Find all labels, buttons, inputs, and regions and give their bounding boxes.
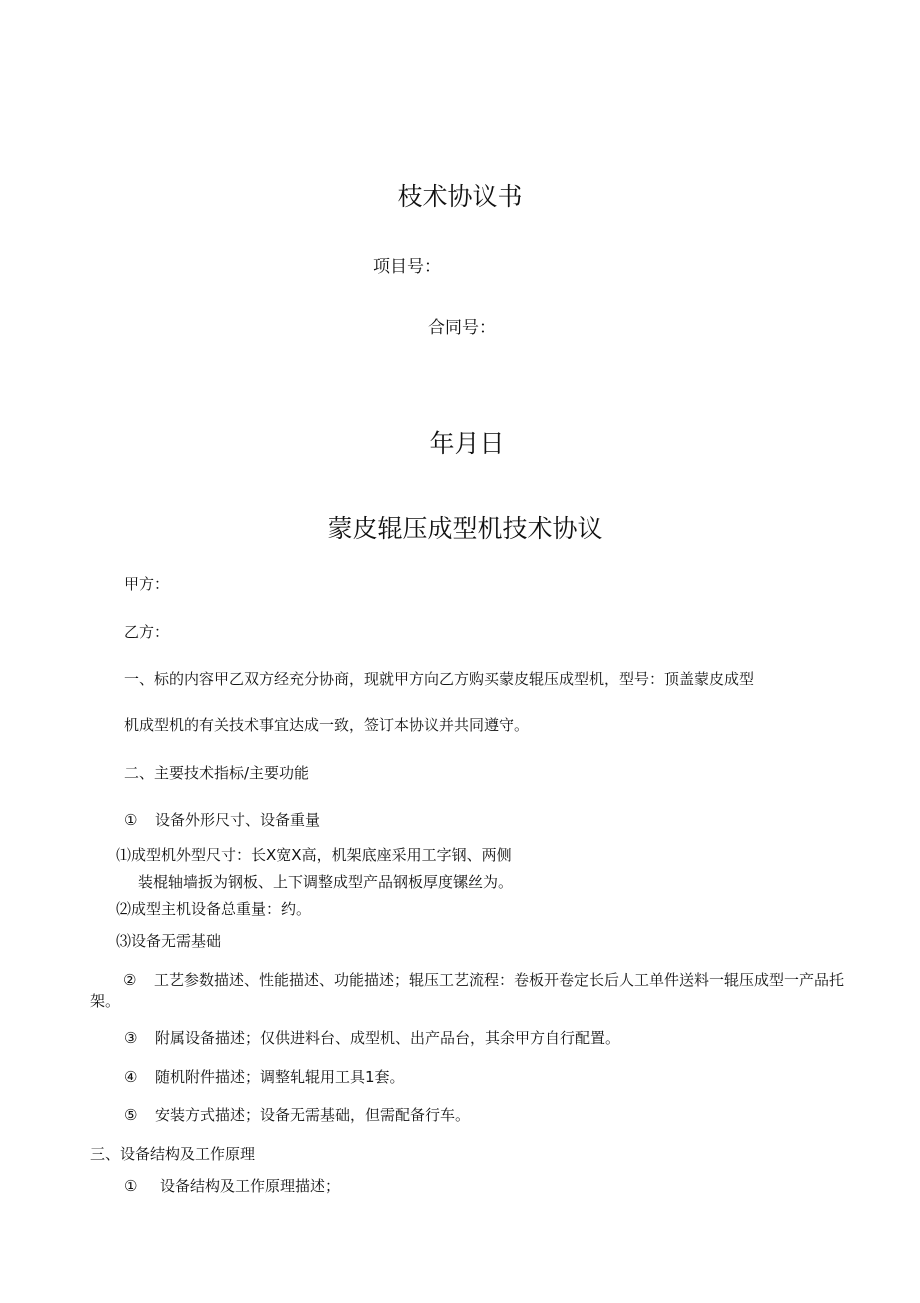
section2-item-1 bbox=[124, 811, 320, 829]
subitem-1-continuation: 装棍轴墙扳为钢板、上下调整成型产品钢板厚度镙丝为。 bbox=[138, 873, 514, 891]
subitem-1 bbox=[116, 846, 512, 864]
section2-item-5 bbox=[124, 1106, 470, 1124]
section1-line2: 机成型机的有关技术事宜达成一致，签订本协议并共同遵守。 bbox=[124, 716, 530, 734]
date-line: 年月日 bbox=[429, 429, 505, 458]
item-number: ② bbox=[123, 971, 137, 989]
item-text: 设备外形尺寸、设备重量 bbox=[155, 811, 321, 829]
item-text: 工艺参数描述、性能描述、功能描述；辊压工艺流程：卷板开卷定长后人工单件送料一辊压成型一产品托架。 bbox=[90, 971, 845, 1010]
cover-title: 枝术协议书 bbox=[397, 182, 523, 211]
section2-heading: 二、主要技术指标/主要功能 bbox=[124, 764, 310, 782]
item-number: ⑤ bbox=[124, 1106, 138, 1124]
item-text: 附属设备描述；仅供进料台、成型机、出产品台，其余甲方自行配置。 bbox=[155, 1029, 621, 1047]
section1-line1: 一、标的内容甲乙双方经充分协商，现就甲方向乙方购买蒙皮辊压成型机，型号：顶盖蒙皮成型 bbox=[124, 670, 755, 688]
item-text: 安装方式描述；设备无需基础，但需配备行车。 bbox=[155, 1106, 471, 1124]
section3-heading: 三、设备结构及工作原理 bbox=[90, 1145, 256, 1163]
contract-number-label: 合同号： bbox=[428, 318, 496, 338]
item-text: 随机附件描述；调整轧辊用工具1套。 bbox=[155, 1068, 405, 1086]
item-number: ① bbox=[124, 811, 138, 829]
project-number-label: 项目号： bbox=[373, 257, 441, 277]
section3-item-1 bbox=[124, 1177, 340, 1195]
subitem-number: ⑶ bbox=[116, 932, 132, 950]
subitem-text: 设备无需基础 bbox=[131, 932, 222, 950]
section2-item-4 bbox=[124, 1068, 405, 1086]
item-number: ④ bbox=[124, 1068, 138, 1086]
item-number: ① bbox=[124, 1177, 138, 1195]
subitem-number: ⑴ bbox=[116, 846, 132, 864]
subitem-2 bbox=[116, 900, 311, 918]
subitem-3 bbox=[116, 932, 221, 950]
subitem-text: 成型主机设备总重量：约。 bbox=[131, 900, 312, 918]
document-title: 蒙皮辊压成型机技术协议 bbox=[327, 514, 603, 543]
section2-item-2 bbox=[90, 970, 850, 1012]
party-b-label: 乙方： bbox=[124, 623, 170, 641]
subitem-number: ⑵ bbox=[116, 900, 132, 918]
section2-item-3 bbox=[124, 1029, 620, 1047]
item-text: 设备结构及工作原理描述； bbox=[160, 1177, 341, 1195]
item-number: ③ bbox=[124, 1029, 138, 1047]
subitem-text: 成型机外型尺寸：长X宽X高，机架底座采用工字钢、两侧 bbox=[131, 846, 512, 864]
party-a-label: 甲方： bbox=[124, 575, 170, 593]
